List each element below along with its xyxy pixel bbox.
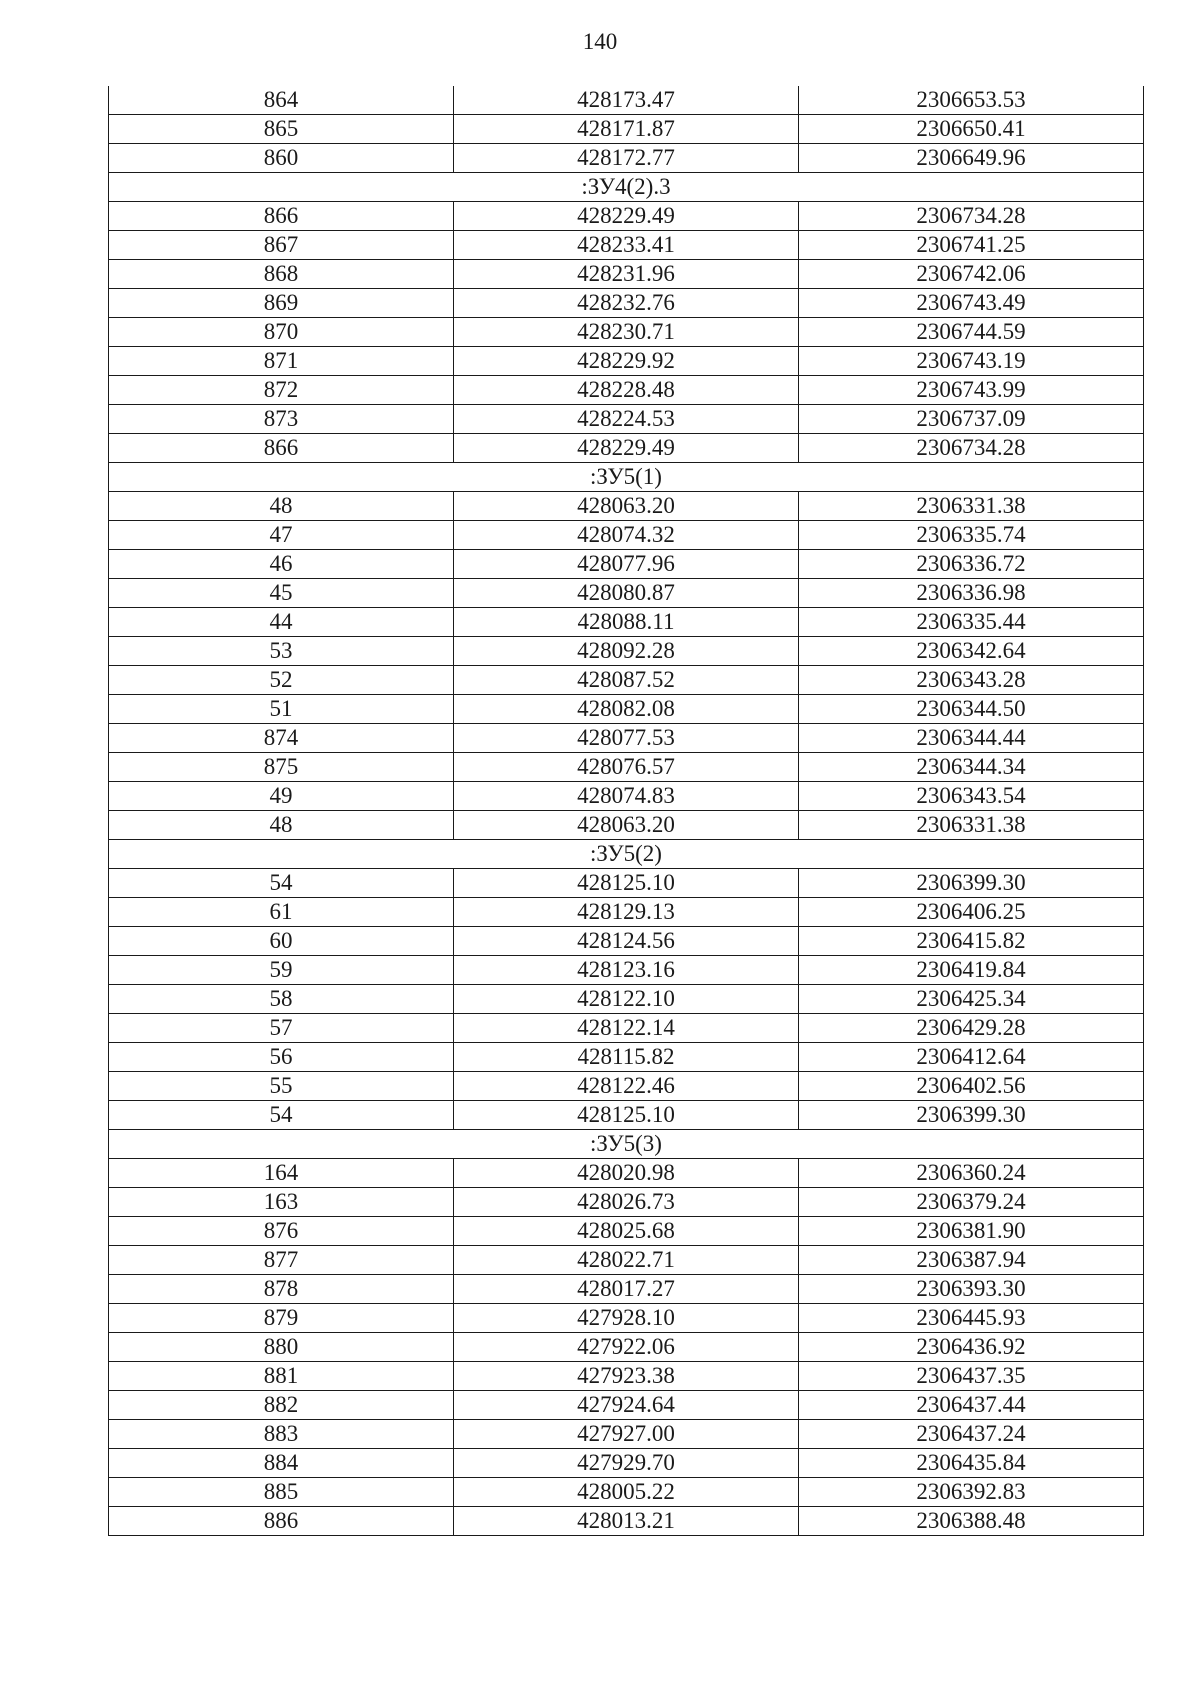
y-coordinate-cell: 2306360.24	[799, 1159, 1144, 1188]
x-coordinate-cell: 428124.56	[454, 927, 799, 956]
y-coordinate-cell: 2306336.98	[799, 579, 1144, 608]
x-coordinate-cell: 428115.82	[454, 1043, 799, 1072]
point-number-cell: 48	[109, 492, 454, 521]
section-header-row	[109, 1130, 1144, 1159]
table-row	[109, 1217, 1144, 1246]
table-row	[109, 405, 1144, 434]
point-number-cell: 869	[109, 289, 454, 318]
table-row	[109, 260, 1144, 289]
point-number-cell: 61	[109, 898, 454, 927]
point-number-cell: 47	[109, 521, 454, 550]
x-coordinate-cell: 428122.46	[454, 1072, 799, 1101]
x-coordinate-cell: 428129.13	[454, 898, 799, 927]
x-coordinate-cell: 428229.49	[454, 202, 799, 231]
x-coordinate-cell: 428125.10	[454, 869, 799, 898]
y-coordinate-cell: 2306406.25	[799, 898, 1144, 927]
y-coordinate-cell: 2306335.44	[799, 608, 1144, 637]
table-row	[109, 347, 1144, 376]
table-row	[109, 1449, 1144, 1478]
table-row	[109, 521, 1144, 550]
x-coordinate-cell: 428230.71	[454, 318, 799, 347]
table-row	[109, 724, 1144, 753]
x-coordinate-cell: 428229.92	[454, 347, 799, 376]
x-coordinate-cell: 428224.53	[454, 405, 799, 434]
table-row	[109, 86, 1144, 115]
page-number: 140	[582, 29, 618, 54]
table-row	[109, 202, 1144, 231]
table-row	[109, 144, 1144, 173]
x-coordinate-cell: 427929.70	[454, 1449, 799, 1478]
point-number-cell: 873	[109, 405, 454, 434]
point-number-cell: 871	[109, 347, 454, 376]
x-coordinate-cell: 427928.10	[454, 1304, 799, 1333]
x-coordinate-cell: 428005.22	[454, 1478, 799, 1507]
table-row	[109, 1246, 1144, 1275]
point-number-cell: 865	[109, 115, 454, 144]
point-number-cell: 876	[109, 1217, 454, 1246]
point-number-cell: 866	[109, 202, 454, 231]
x-coordinate-cell: 428074.32	[454, 521, 799, 550]
point-number-cell: 53	[109, 637, 454, 666]
y-coordinate-cell: 2306415.82	[799, 927, 1144, 956]
y-coordinate-cell: 2306344.34	[799, 753, 1144, 782]
point-number-cell: 163	[109, 1188, 454, 1217]
table-row	[109, 637, 1144, 666]
y-coordinate-cell: 2306336.72	[799, 550, 1144, 579]
x-coordinate-cell: 428077.53	[454, 724, 799, 753]
point-number-cell: 164	[109, 1159, 454, 1188]
section-title: :ЗУ5(2)	[109, 840, 1144, 869]
x-coordinate-cell: 428026.73	[454, 1188, 799, 1217]
y-coordinate-cell: 2306734.28	[799, 202, 1144, 231]
table-row	[109, 1275, 1144, 1304]
table-row	[109, 1188, 1144, 1217]
point-number-cell: 60	[109, 927, 454, 956]
point-number-cell: 56	[109, 1043, 454, 1072]
point-number-cell: 45	[109, 579, 454, 608]
coordinates-table	[108, 86, 1144, 1536]
table-row	[109, 1507, 1144, 1536]
point-number-cell: 878	[109, 1275, 454, 1304]
x-coordinate-cell: 427923.38	[454, 1362, 799, 1391]
point-number-cell: 44	[109, 608, 454, 637]
y-coordinate-cell: 2306650.41	[799, 115, 1144, 144]
table-row	[109, 1333, 1144, 1362]
point-number-cell: 881	[109, 1362, 454, 1391]
table-row	[109, 376, 1144, 405]
y-coordinate-cell: 2306388.48	[799, 1507, 1144, 1536]
y-coordinate-cell: 2306399.30	[799, 1101, 1144, 1130]
x-coordinate-cell: 428125.10	[454, 1101, 799, 1130]
point-number-cell: 875	[109, 753, 454, 782]
table-row	[109, 1420, 1144, 1449]
x-coordinate-cell: 428232.76	[454, 289, 799, 318]
x-coordinate-cell: 427927.00	[454, 1420, 799, 1449]
table-row	[109, 898, 1144, 927]
table-row	[109, 869, 1144, 898]
table-row	[109, 1072, 1144, 1101]
y-coordinate-cell: 2306435.84	[799, 1449, 1144, 1478]
point-number-cell: 59	[109, 956, 454, 985]
table-row	[109, 695, 1144, 724]
y-coordinate-cell: 2306743.49	[799, 289, 1144, 318]
point-number-cell: 57	[109, 1014, 454, 1043]
y-coordinate-cell: 2306653.53	[799, 86, 1144, 115]
table-row	[109, 1478, 1144, 1507]
table-row	[109, 1043, 1144, 1072]
point-number-cell: 884	[109, 1449, 454, 1478]
y-coordinate-cell: 2306402.56	[799, 1072, 1144, 1101]
table-row	[109, 927, 1144, 956]
y-coordinate-cell: 2306429.28	[799, 1014, 1144, 1043]
section-title: :ЗУ5(1)	[109, 463, 1144, 492]
table-row	[109, 579, 1144, 608]
coordinates-table-body	[109, 86, 1144, 1536]
point-number-cell: 882	[109, 1391, 454, 1420]
table-row	[109, 1159, 1144, 1188]
point-number-cell: 885	[109, 1478, 454, 1507]
point-number-cell: 868	[109, 260, 454, 289]
x-coordinate-cell: 427924.64	[454, 1391, 799, 1420]
x-coordinate-cell: 428082.08	[454, 695, 799, 724]
y-coordinate-cell: 2306437.35	[799, 1362, 1144, 1391]
x-coordinate-cell: 428077.96	[454, 550, 799, 579]
x-coordinate-cell: 428231.96	[454, 260, 799, 289]
section-header-row	[109, 173, 1144, 202]
x-coordinate-cell: 428123.16	[454, 956, 799, 985]
point-number-cell: 46	[109, 550, 454, 579]
y-coordinate-cell: 2306399.30	[799, 869, 1144, 898]
y-coordinate-cell: 2306743.19	[799, 347, 1144, 376]
x-coordinate-cell: 428076.57	[454, 753, 799, 782]
section-title: :ЗУ4(2).3	[109, 173, 1144, 202]
x-coordinate-cell: 428171.87	[454, 115, 799, 144]
table-row	[109, 231, 1144, 260]
point-number-cell: 874	[109, 724, 454, 753]
x-coordinate-cell: 428013.21	[454, 1507, 799, 1536]
y-coordinate-cell: 2306742.06	[799, 260, 1144, 289]
table-row	[109, 811, 1144, 840]
table-row	[109, 289, 1144, 318]
point-number-cell: 52	[109, 666, 454, 695]
table-row	[109, 985, 1144, 1014]
section-header-row	[109, 463, 1144, 492]
x-coordinate-cell: 428088.11	[454, 608, 799, 637]
x-coordinate-cell: 428080.87	[454, 579, 799, 608]
table-row	[109, 1391, 1144, 1420]
point-number-cell: 49	[109, 782, 454, 811]
x-coordinate-cell: 428228.48	[454, 376, 799, 405]
x-coordinate-cell: 427922.06	[454, 1333, 799, 1362]
table-row	[109, 666, 1144, 695]
y-coordinate-cell: 2306741.25	[799, 231, 1144, 260]
y-coordinate-cell: 2306387.94	[799, 1246, 1144, 1275]
point-number-cell: 58	[109, 985, 454, 1014]
y-coordinate-cell: 2306379.24	[799, 1188, 1144, 1217]
y-coordinate-cell: 2306344.44	[799, 724, 1144, 753]
x-coordinate-cell: 428122.14	[454, 1014, 799, 1043]
table-row	[109, 1362, 1144, 1391]
x-coordinate-cell: 428017.27	[454, 1275, 799, 1304]
y-coordinate-cell: 2306436.92	[799, 1333, 1144, 1362]
x-coordinate-cell: 428025.68	[454, 1217, 799, 1246]
y-coordinate-cell: 2306343.54	[799, 782, 1144, 811]
x-coordinate-cell: 428074.83	[454, 782, 799, 811]
point-number-cell: 48	[109, 811, 454, 840]
point-number-cell: 51	[109, 695, 454, 724]
point-number-cell: 877	[109, 1246, 454, 1275]
x-coordinate-cell: 428063.20	[454, 492, 799, 521]
point-number-cell: 55	[109, 1072, 454, 1101]
point-number-cell: 886	[109, 1507, 454, 1536]
table-row	[109, 1014, 1144, 1043]
table-row	[109, 1101, 1144, 1130]
y-coordinate-cell: 2306649.96	[799, 144, 1144, 173]
table-row	[109, 956, 1144, 985]
y-coordinate-cell: 2306392.83	[799, 1478, 1144, 1507]
x-coordinate-cell: 428229.49	[454, 434, 799, 463]
point-number-cell: 872	[109, 376, 454, 405]
point-number-cell: 870	[109, 318, 454, 347]
y-coordinate-cell: 2306342.64	[799, 637, 1144, 666]
table-row	[109, 115, 1144, 144]
table-row	[109, 753, 1144, 782]
point-number-cell: 883	[109, 1420, 454, 1449]
y-coordinate-cell: 2306437.44	[799, 1391, 1144, 1420]
x-coordinate-cell: 428233.41	[454, 231, 799, 260]
x-coordinate-cell: 428122.10	[454, 985, 799, 1014]
table-row	[109, 550, 1144, 579]
y-coordinate-cell: 2306331.38	[799, 492, 1144, 521]
point-number-cell: 54	[109, 869, 454, 898]
table-row	[109, 782, 1144, 811]
table-row	[109, 608, 1144, 637]
y-coordinate-cell: 2306445.93	[799, 1304, 1144, 1333]
point-number-cell: 879	[109, 1304, 454, 1333]
point-number-cell: 867	[109, 231, 454, 260]
y-coordinate-cell: 2306412.64	[799, 1043, 1144, 1072]
x-coordinate-cell: 428087.52	[454, 666, 799, 695]
table-row	[109, 492, 1144, 521]
point-number-cell: 866	[109, 434, 454, 463]
x-coordinate-cell: 428063.20	[454, 811, 799, 840]
x-coordinate-cell: 428172.77	[454, 144, 799, 173]
section-title: :ЗУ5(3)	[109, 1130, 1144, 1159]
x-coordinate-cell: 428020.98	[454, 1159, 799, 1188]
x-coordinate-cell: 428022.71	[454, 1246, 799, 1275]
point-number-cell: 54	[109, 1101, 454, 1130]
y-coordinate-cell: 2306344.50	[799, 695, 1144, 724]
point-number-cell: 880	[109, 1333, 454, 1362]
y-coordinate-cell: 2306744.59	[799, 318, 1144, 347]
y-coordinate-cell: 2306331.38	[799, 811, 1144, 840]
x-coordinate-cell: 428173.47	[454, 86, 799, 115]
y-coordinate-cell: 2306393.30	[799, 1275, 1144, 1304]
table-row	[109, 434, 1144, 463]
y-coordinate-cell: 2306734.28	[799, 434, 1144, 463]
section-header-row	[109, 840, 1144, 869]
point-number-cell: 864	[109, 86, 454, 115]
y-coordinate-cell: 2306343.28	[799, 666, 1144, 695]
y-coordinate-cell: 2306381.90	[799, 1217, 1144, 1246]
table-row	[109, 1304, 1144, 1333]
x-coordinate-cell: 428092.28	[454, 637, 799, 666]
point-number-cell: 860	[109, 144, 454, 173]
y-coordinate-cell: 2306743.99	[799, 376, 1144, 405]
table-row	[109, 318, 1144, 347]
y-coordinate-cell: 2306737.09	[799, 405, 1144, 434]
y-coordinate-cell: 2306419.84	[799, 956, 1144, 985]
y-coordinate-cell: 2306335.74	[799, 521, 1144, 550]
y-coordinate-cell: 2306425.34	[799, 985, 1144, 1014]
y-coordinate-cell: 2306437.24	[799, 1420, 1144, 1449]
